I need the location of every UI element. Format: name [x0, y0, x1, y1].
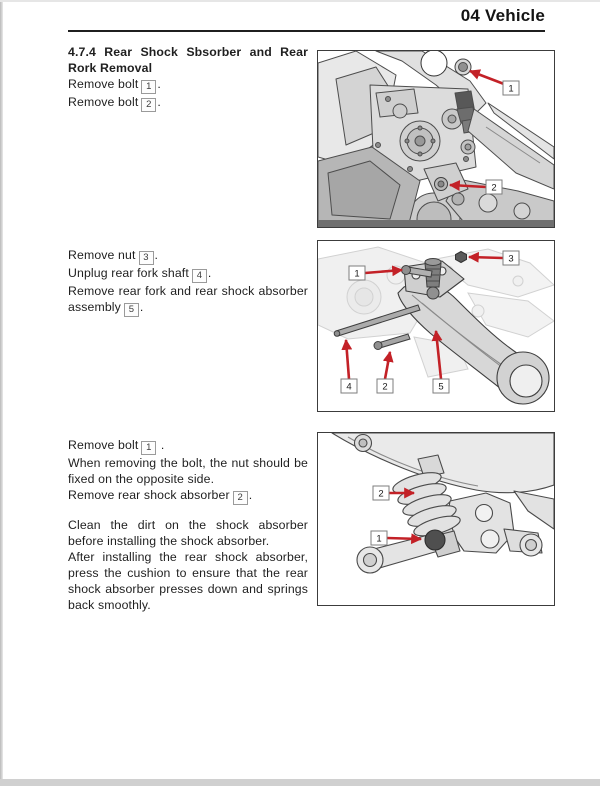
header-rule	[68, 30, 545, 32]
frame-overview-illustration	[318, 51, 554, 227]
chapter-title: 04 Vehicle	[460, 6, 545, 25]
callout-ref-box: 2	[233, 491, 248, 505]
step-text: Remove bolt	[68, 77, 139, 91]
callout-ref-box: 1	[141, 80, 156, 94]
shock-linkage-artwork	[332, 433, 554, 573]
arrow-to-bolt-2	[385, 352, 390, 379]
step-line: When removing the bolt, the nut should be fixed on the opposite side.	[68, 456, 308, 486]
step-line	[68, 437, 308, 455]
figure-shock-closeup	[317, 432, 555, 606]
arrow-to-bolt-1	[470, 71, 504, 84]
step-text: .	[157, 438, 165, 452]
step-text: .	[157, 77, 161, 91]
step-line	[68, 487, 308, 505]
step-text: Unplug rear fork shaft	[68, 266, 189, 280]
arrow-to-nut-3	[469, 257, 503, 258]
callout-ref-box: 3	[139, 251, 154, 265]
callout-label-4: 4	[346, 381, 352, 393]
step-text: Remove bolt	[68, 95, 139, 109]
callout-ref-box: 1	[141, 441, 156, 455]
callout-label-1: 1	[354, 268, 360, 280]
step-text: Remove bolt	[68, 438, 139, 452]
step-text: Remove rear shock absorber	[68, 488, 230, 502]
callout-label-3: 3	[508, 253, 514, 265]
steps-block-3	[68, 437, 308, 613]
step-line	[68, 76, 308, 94]
section-heading	[68, 44, 308, 76]
step-line	[68, 94, 308, 112]
callout-ref-box: 5	[124, 303, 139, 317]
callout-label-1: 1	[508, 83, 514, 95]
rear-fork-illustration	[318, 241, 554, 411]
notes-block	[68, 517, 308, 613]
bolt-1-artwork	[425, 530, 445, 550]
figure-frame-overview	[317, 50, 555, 228]
step-text: .	[139, 300, 144, 314]
step-line	[68, 265, 308, 283]
step-text: .	[154, 248, 159, 262]
step-text: Remove nut	[68, 248, 136, 262]
nut-3-artwork	[456, 252, 467, 263]
step-line	[68, 247, 308, 265]
arrow-to-shaft-4	[346, 340, 349, 379]
engine-frame-artwork	[318, 51, 554, 227]
callout-label-1: 1	[376, 533, 382, 545]
callout-label-2: 2	[491, 182, 497, 194]
steps-block-1	[68, 76, 308, 112]
section-heading-text: 4.7.4 Rear Shock Sbsorber and Rear Rork Removal	[68, 45, 308, 75]
callout-bolt-2	[377, 352, 393, 393]
page-edge-left	[0, 0, 3, 786]
shock-top-mount-artwork	[425, 259, 441, 300]
shock-closeup-illustration	[318, 433, 554, 605]
note-line: After installing the rear shock absorber, press the cushion to ensure that the rear shock absorber presses down and springs back smoothly.	[68, 550, 308, 612]
page-edge-top	[0, 0, 600, 2]
callout-label-2: 2	[378, 488, 384, 500]
arrow-to-bolt-1	[387, 538, 421, 539]
steps-block-2	[68, 247, 308, 317]
callout-label-5: 5	[438, 381, 444, 393]
step-text: .	[207, 266, 212, 280]
callout-ref-box: 2	[141, 98, 156, 112]
step-text: .	[157, 95, 161, 109]
step-text: .	[248, 488, 253, 502]
step-text: Remove rear fork and rear shock absorber assembly	[68, 284, 308, 314]
note-line: Clean the dirt on the shock absorber before installing the shock absorber.	[68, 518, 308, 548]
callout-ref-box: 4	[192, 269, 207, 283]
callout-shaft-4	[341, 340, 357, 393]
page-edge-bottom	[0, 779, 600, 786]
step-line	[68, 283, 308, 317]
callout-label-2: 2	[382, 381, 388, 393]
figure-rear-fork-assembly	[317, 240, 555, 412]
